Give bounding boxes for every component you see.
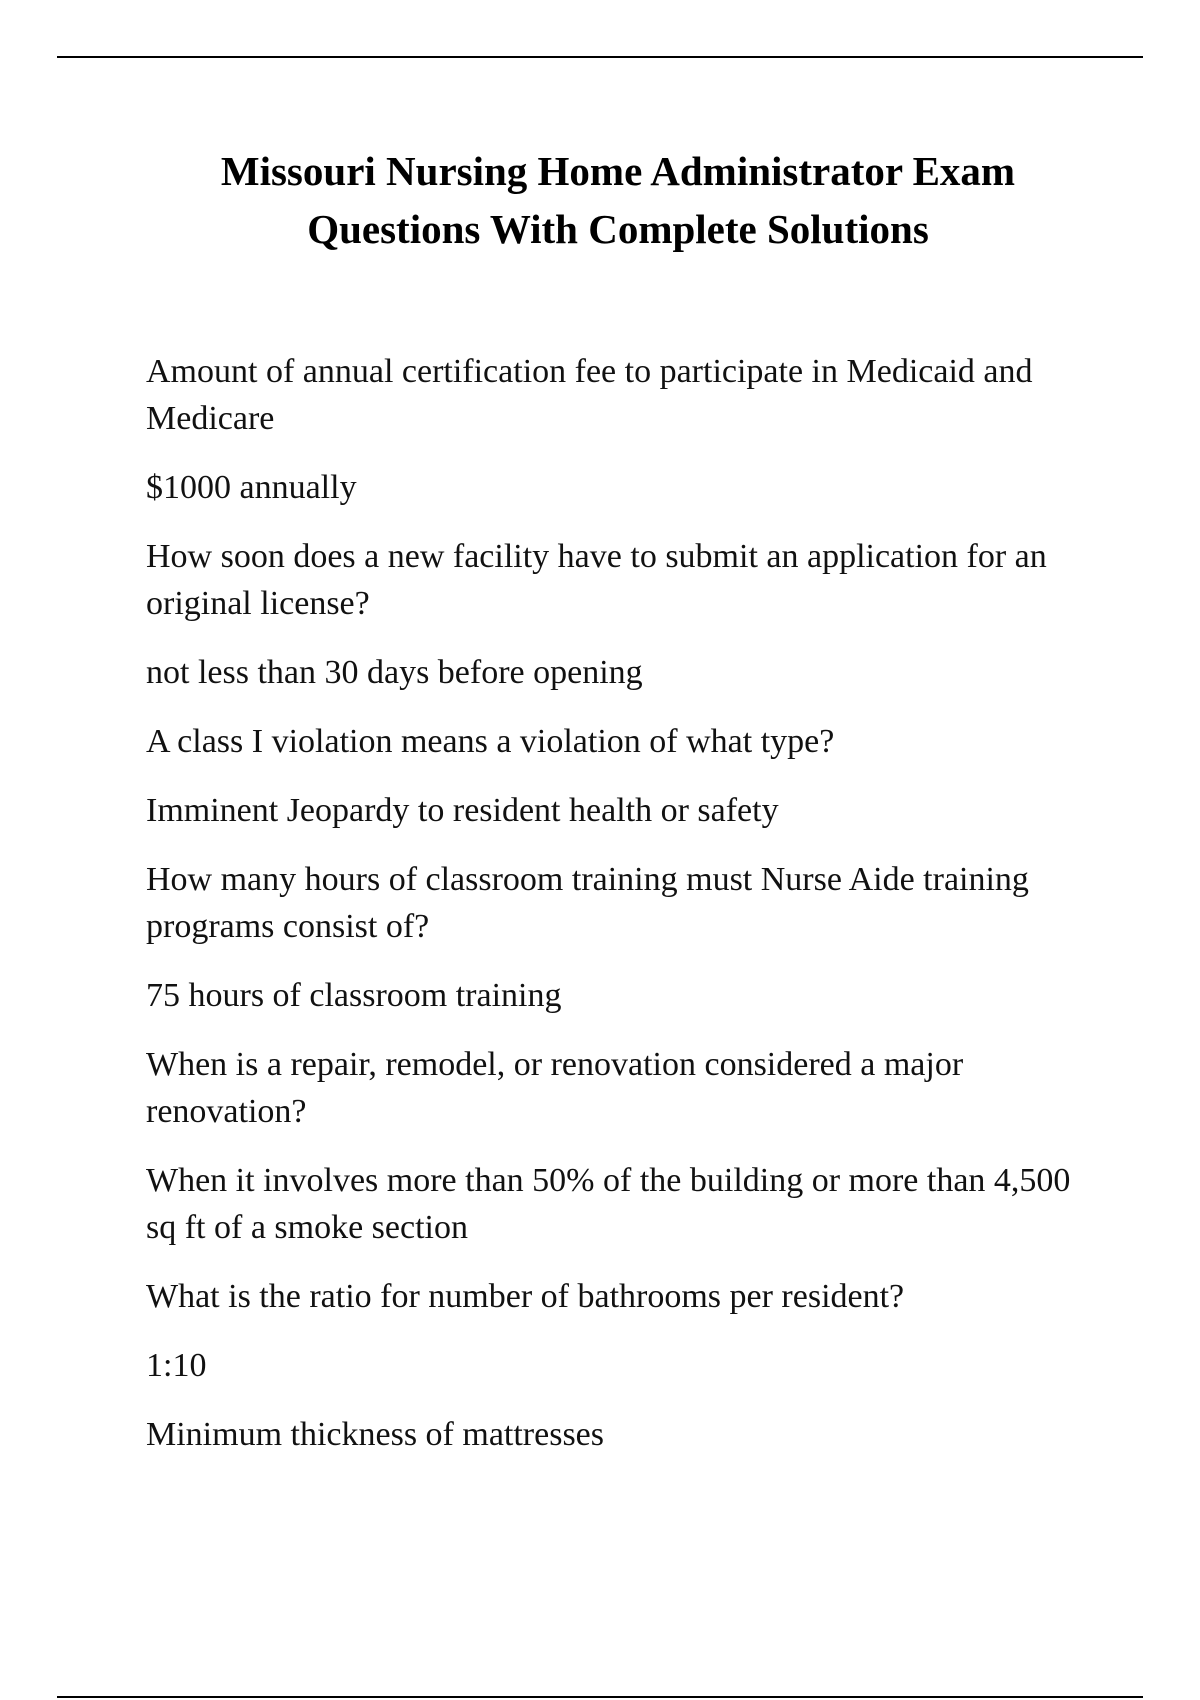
answer-6: 1:10: [146, 1347, 207, 1384]
answer-5: When it involves more than 50% of the building or more than 4,500 sq ft of a smoke section: [146, 1162, 1071, 1246]
bottom-rule: [57, 1696, 1143, 1698]
answer-4: 75 hours of classroom training: [146, 977, 562, 1014]
question-2: How soon does a new facility have to submit an application for an original license?: [146, 538, 1047, 622]
answer-3: Imminent Jeopardy to resident health or safety: [146, 792, 779, 829]
question-4: How many hours of classroom training must Nurse Aide training programs consist of?: [146, 861, 1029, 945]
qa-list: [146, 348, 1091, 1480]
question-1: Amount of annual certification fee to participate in Medicaid and Medicare: [146, 353, 1033, 437]
question-5: When is a repair, remodel, or renovation considered a major renovation?: [146, 1046, 964, 1130]
answer-2: not less than 30 days before opening: [146, 654, 643, 691]
question-7: Minimum thickness of mattresses: [146, 1416, 605, 1453]
top-rule: [57, 56, 1143, 58]
question-3: A class I violation means a violation of what type?: [146, 723, 835, 760]
answer-1: $1000 annually: [146, 469, 357, 506]
document-title: Missouri Nursing Home Administrator Exam Questions With Complete Solutions: [220, 148, 1016, 252]
question-6: What is the ratio for number of bathrooms per resident?: [146, 1278, 905, 1315]
